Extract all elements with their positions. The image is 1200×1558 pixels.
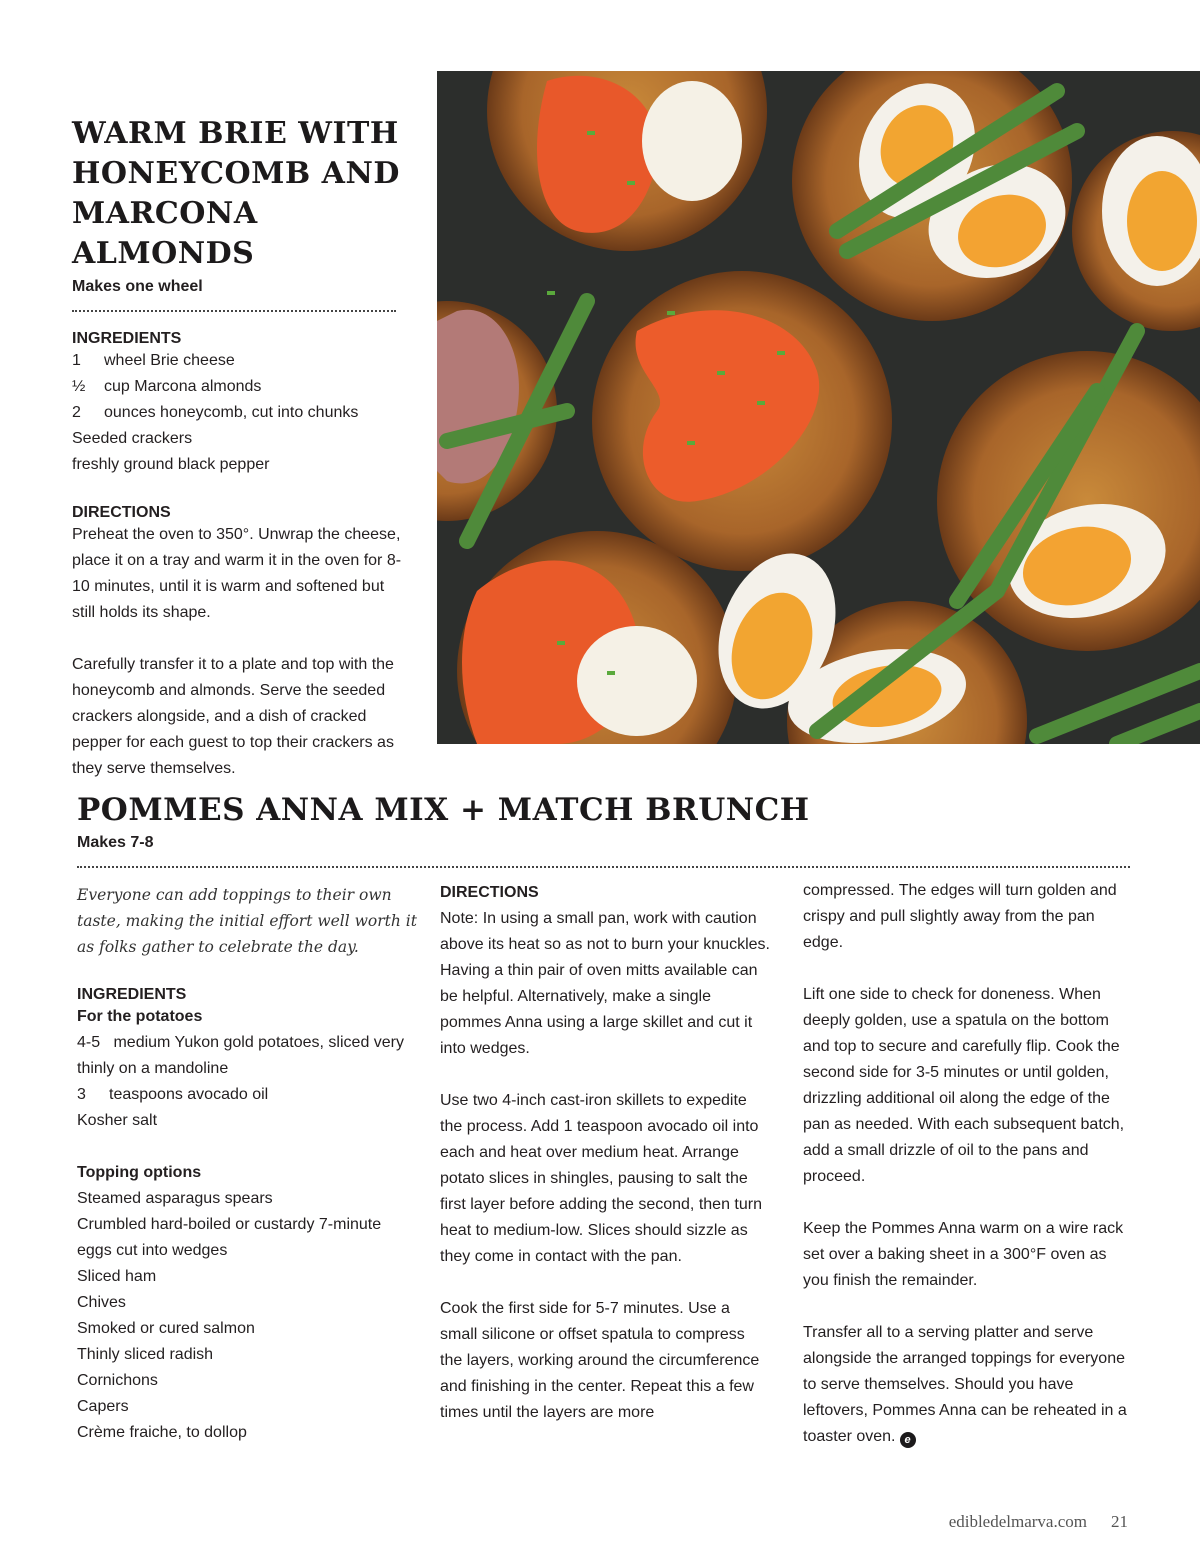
recipe-yield: Makes 7-8 [77,834,154,851]
ingredient-qty: 3 [77,1086,86,1103]
ingredient-item [72,374,402,400]
topping-item: Smoked or cured salmon [77,1320,255,1337]
direction-paragraph: Cook the first side for 5-7 minutes. Use a small silicone or offset spatula to compress the layers, working around the circumference and finishing in the center. Repeat this a few times until the layers are more [440,1300,760,1421]
direction-paragraph: Keep the Pommes Anna warm on a wire rack set over a baking sheet in a 300°F oven as you finish the remainder. [803,1220,1124,1289]
direction-paragraph: compressed. The edges will turn golden and crispy and pull slightly away from the pan edge. [803,882,1117,951]
potatoes-list [77,1030,417,1134]
recipe-title: POMMES ANNA MIX + MATCH BRUNCH [77,792,810,828]
ingredient-text: medium Yukon gold potatoes, sliced very thinly on a mandoline [77,1034,405,1077]
recipe-brie [72,114,402,782]
direction-paragraph: Lift one side to check for doneness. When deeply golden, use a spatula on the bottom and top to secure and carefully flip. Cook the second side for 3-5 minutes or until golden, drizzling additional oil along the edge of the pan as needed. With each subsequent batch, add a small drizzle of oil to the pans and proceed. [803,986,1125,1185]
direction-paragraph-final [803,1320,1133,1450]
toppings-subheading: Topping options [77,1164,202,1181]
footer-website: edibledelmarva.com [948,1512,1087,1531]
topping-item: Sliced ham [77,1268,157,1285]
ingredient-text: teaspoons avocado oil [109,1086,269,1103]
topping-item: Crumbled hard-boiled or custardy 7-minute eggs cut into wedges [77,1216,382,1259]
topping-item: Capers [77,1398,129,1415]
column-ingredients [77,882,417,1446]
ingredient-qty: 4-5 [77,1034,101,1051]
recipe-yield: Makes one wheel [72,278,203,295]
page-footer [949,1512,1128,1532]
topping-item: Cornichons [77,1372,158,1389]
ingredient-item [72,400,402,426]
direction-paragraph: Preheat the oven to 350°. Unwrap the cheese, place it on a tray and warm it in the oven for 8-10 minutes, until it is warm and softened but still holds its shape. [72,526,402,621]
ingredient-text: freshly ground black pepper [72,456,270,473]
recipe-title: WARM BRIE WITH HONEYCOMB AND MARCONA ALMONDS [72,116,400,271]
directions-heading: DIRECTIONS [440,884,539,901]
ingredient-text: Kosher salt [77,1112,158,1129]
ingredients-heading: INGREDIENTS [77,986,187,1003]
ingredient-qty: 1 [72,352,81,369]
ingredient-item [72,452,402,478]
ingredient-text: cup Marcona almonds [104,378,262,395]
direction-paragraph: Use two 4-inch cast-iron skillets to expedite the process. Add 1 teaspoon avocado oil into each and heat over medium heat. Arrange potato slices in shingles, pausing to salt the first layer before adding the second, then turn heat to medium-low. Slices should sizzle as they come in contact with the pan. [440,1092,762,1265]
topping-item: Chives [77,1294,126,1311]
directions-body [72,522,402,782]
ingredient-text: wheel Brie cheese [104,352,235,369]
ingredients-list [72,348,402,478]
ingredient-item [77,1082,417,1108]
food-photo-icon [437,71,1200,744]
topping-item: Crème fraiche, to dollop [77,1424,247,1441]
ingredients-heading: INGREDIENTS [72,330,182,347]
ingredient-item [72,348,402,374]
toppings-list [77,1186,417,1446]
dotted-divider [72,310,396,312]
column-directions-1 [440,880,770,1426]
topping-item: Thinly sliced radish [77,1346,214,1363]
ingredient-item [77,1030,417,1082]
ingredient-item [77,1108,417,1134]
direction-paragraph: Note: In using a small pan, work with caution above its heat so as not to burn your knuckles. Having a thin pair of oven mitts available can be helpful. Alternatively, make a single pommes Anna using a large skillet and cut it into wedges. [440,910,770,1057]
topping-item: Steamed asparagus spears [77,1190,273,1207]
recipe-intro: Everyone can add toppings to their own taste, making the initial effort well worth it as folks gather to celebrate the day. [77,886,417,956]
ingredient-qty: 2 [72,404,81,421]
dotted-divider [77,866,1130,868]
potatoes-subheading: For the potatoes [77,1008,203,1025]
ingredient-qty: ½ [72,378,86,395]
recipe-pommes-anna-header [77,790,1137,868]
food-photo [437,71,1200,744]
directions-heading: DIRECTIONS [72,504,171,521]
ingredient-text: Seeded crackers [72,430,193,447]
page-number: 21 [1111,1512,1128,1531]
direction-text: Transfer all to a serving platter and serve alongside the arranged toppings for everyone to serve themselves. Should you have leftovers, Pommes Anna can be reheated in a toaster oven. [803,1324,1127,1445]
column-directions-2 [803,878,1133,1450]
ingredient-item [72,426,402,452]
direction-paragraph: Carefully transfer it to a plate and top with the honeycomb and almonds. Serve the seeded crackers alongside, and a dish of cracked pepper for each guest to top their crackers as they serve themselves. [72,656,394,777]
ingredient-text: ounces honeycomb, cut into chunks [104,404,359,421]
end-mark-icon: e [900,1432,916,1448]
